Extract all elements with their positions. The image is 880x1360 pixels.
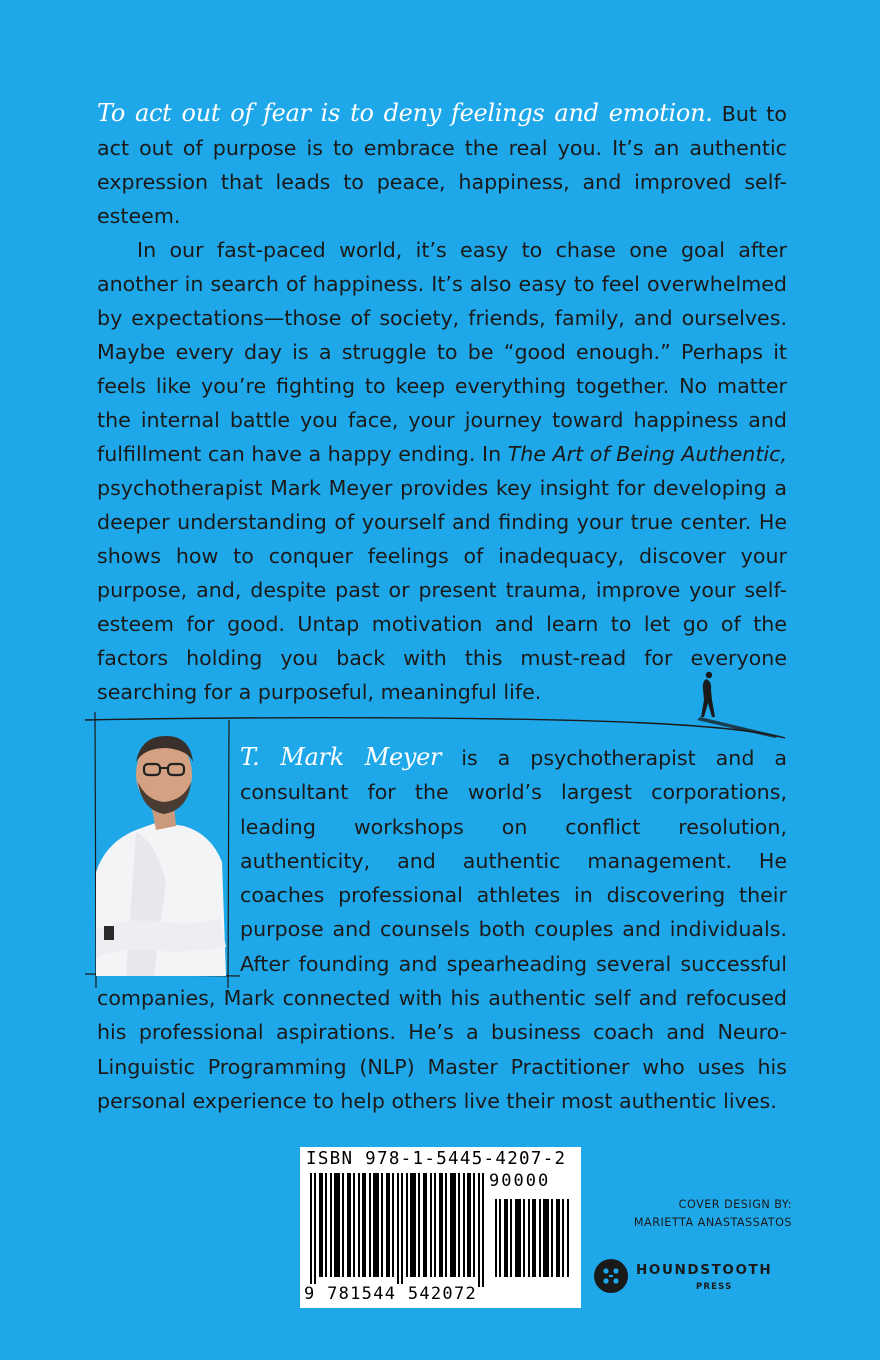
isbn-barcode: [300, 1147, 581, 1308]
barcode-digits: 9 781544 542072: [304, 1284, 478, 1304]
credit-line-2: MARIETTA ANASTASSATOS: [633, 1216, 792, 1229]
walking-woman-icon: [701, 672, 715, 717]
book-title: The Art of Being Authentic,: [507, 442, 788, 466]
author-name-script: T. Mark Meyer: [240, 743, 442, 771]
blurb-script-quote: To act out of fear is to deny feelings and emotion.: [97, 99, 713, 127]
publisher-name: HOUNDSTOOTH: [636, 1262, 773, 1278]
author-bio-text: is a psychotherapist and a consultant for the world’s largest corporations, leading workshops on conflict resolution, authenticity, and authentic management. He coaches professional athletes in discovering their purpose and counsels both couples and individuals. After founding and spearheading several successful companies, Mark connected with his authentic self and refocused his professional aspirations. He’s a business coach and Neuro-Linguistic Programming (NLP) Master Practitioner who uses his personal experience to help others live their most authentic lives.: [97, 746, 788, 1113]
back-cover-blurb: [97, 96, 787, 709]
blurb-text-after-title: psychotherapist Mark Meyer provides key insight for developing a deeper understanding of yourself and finding your true center. He shows how to conquer feelings of inadequacy, discover your purpose, and, despite past or present trauma, improve your self-esteem for good. Untap motivation and learn to let go of the factors holding you back with this must-read for everyone searching for a purposeful, meaningful life.: [97, 476, 787, 704]
blurb-paragraph-1: [97, 96, 787, 233]
credit-line-1: COVER DESIGN BY:: [678, 1198, 792, 1211]
blurb-text-before-title: In our fast-paced world, it’s easy to chase one goal after another in search of happiness. It’s also easy to feel overwhelmed by expectations—those of society, friends, family, and ourselves. Maybe every day is a struggle to be “good enough.” Perhaps it feels like you’re fighting to keep everything together. No matter the internal battle you face, your journey toward happiness and fulfillment can have a happy ending. In: [97, 238, 787, 466]
publisher-logo: [594, 1256, 794, 1296]
blurb-paragraph-2: [97, 233, 787, 709]
houndstooth-icon: [594, 1259, 628, 1293]
photo-spacer: [97, 740, 240, 977]
isbn-label: ISBN 978-1-5445-4207-2: [306, 1149, 567, 1169]
blurb-lead-rest: But to act out of purpose is to embrace the real you. It’s an authentic expression that leads to peace, happiness, and improved self-esteem.: [97, 102, 787, 228]
author-bio: [97, 740, 787, 1118]
price-code: 90000: [489, 1171, 551, 1191]
cover-design-credit: [634, 1196, 792, 1232]
publisher-sub: PRESS: [696, 1282, 733, 1292]
